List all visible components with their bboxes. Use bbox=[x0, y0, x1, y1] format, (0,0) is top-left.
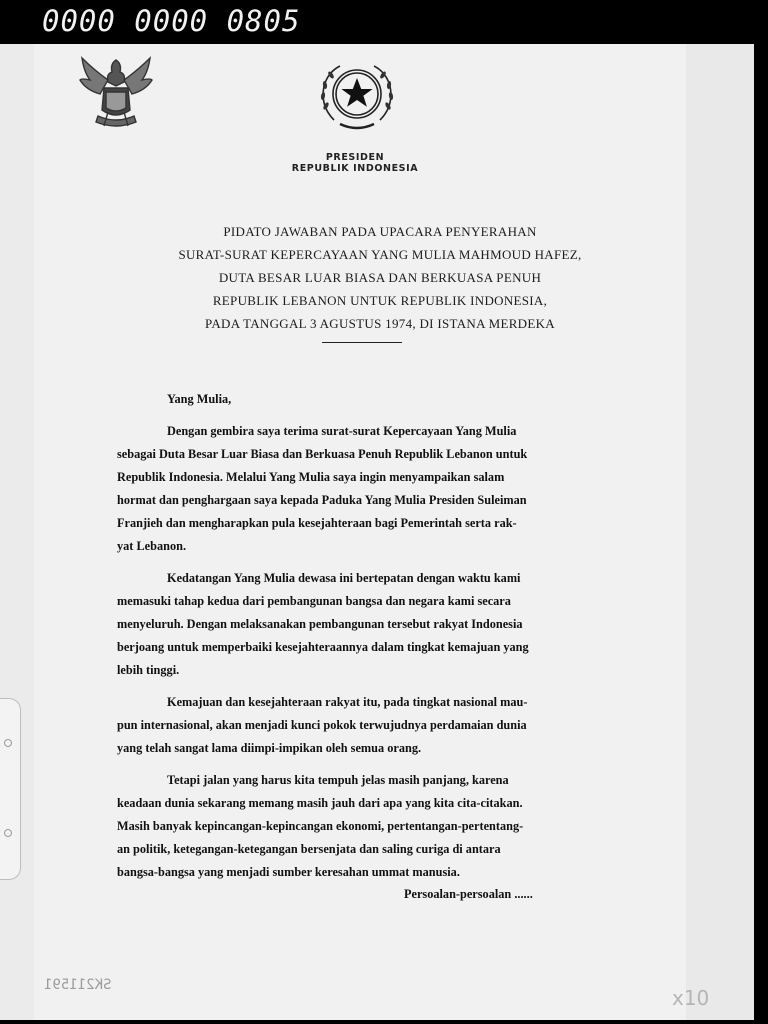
paragraph-line: an politik, ketegangan-ketegangan bersenjata dan saling curiga di antara bbox=[117, 842, 501, 856]
paragraph-1 bbox=[117, 420, 617, 558]
title-line: PADA TANGGAL 3 AGUSTUS 1974, DI ISTANA MERDEKA bbox=[205, 316, 555, 331]
title-divider bbox=[322, 342, 402, 343]
salutation: Yang Mulia, bbox=[167, 392, 232, 406]
paragraph-line: Masih banyak kepincangan-kepincangan ekonomi, pertentangan-pertentang- bbox=[117, 819, 524, 833]
paragraph-line: Republik Indonesia. Melalui Yang Mulia saya ingin menyampaikan salam bbox=[117, 470, 505, 484]
paragraph-line: hormat dan penghargaan saya kepada Paduka Yang Mulia Presiden Suleiman bbox=[117, 493, 527, 507]
paragraph-line: lebih tinggi. bbox=[117, 663, 180, 677]
paragraph-line: Kemajuan dan kesejahteraan rakyat itu, pada tingkat nasional mau- bbox=[167, 695, 528, 709]
continuation-catchword: Persoalan-persoalan ...... bbox=[404, 887, 533, 901]
corner-mark: x10 bbox=[672, 986, 710, 1010]
title-line: PIDATO JAWABAN PADA UPACARA PENYERAHAN bbox=[223, 224, 537, 239]
paragraph-line: bangsa-bangsa yang menjadi sumber keresahan ummat manusia. bbox=[117, 865, 460, 879]
paragraph-line: Kedatangan Yang Mulia dewasa ini bertepatan dengan waktu kami bbox=[167, 571, 521, 585]
paragraph-line: Dengan gembira saya terima surat-surat Kepercayaan Yang Mulia bbox=[167, 424, 517, 438]
letterhead bbox=[250, 152, 460, 174]
paragraph-line: yang telah sangat lama diimpi-impikan oleh semua orang. bbox=[117, 741, 422, 755]
punch-hole bbox=[4, 829, 12, 837]
garuda-pancasila-icon bbox=[76, 50, 156, 134]
paragraph-3 bbox=[117, 691, 617, 760]
letterhead-line-1: PRESIDEN bbox=[325, 152, 385, 163]
title-line: REPUBLIK LEBANON UNTUK REPUBLIK INDONESIA, bbox=[212, 293, 548, 308]
title-line: SURAT-SURAT KEPERCAYAAN YANG MULIA MAHMOUD HAFEZ, bbox=[178, 247, 582, 262]
paragraph-line: berjoang untuk memperbaiki kesejahteraannya dalam tingkat kemajuan yang bbox=[117, 640, 529, 654]
paragraph-line: memasuki tahap kedua dari pembangunan bangsa dan negara kami secara bbox=[117, 594, 511, 608]
paragraph-line: Franjieh dan mengharapkan pula kesejahteraan bagi Pemerintah serta rak- bbox=[117, 516, 517, 530]
paragraph-line: pun internasional, akan menjadi kunci pokok terwujudnya perdamaian dunia bbox=[117, 718, 527, 732]
paragraph-4 bbox=[117, 769, 617, 884]
archive-stamp: SK211591 bbox=[44, 977, 112, 993]
paragraph-line: yat Lebanon. bbox=[117, 539, 187, 553]
paragraph-line: Tetapi jalan yang harus kita tempuh jelas masih panjang, karena bbox=[167, 773, 509, 787]
archive-document-number: 0000 0000 0805 bbox=[42, 4, 301, 38]
document-page bbox=[0, 44, 710, 1020]
paragraph-line: keadaan dunia sekarang memang masih jauh dari apa yang kita cita-citakan. bbox=[117, 796, 523, 810]
letterhead-line-2: REPUBLIK INDONESIA bbox=[291, 163, 419, 174]
punch-hole bbox=[4, 739, 12, 747]
binder-tab bbox=[0, 698, 21, 880]
speech-body bbox=[117, 388, 617, 884]
paragraph-line: sebagai Duta Besar Luar Biasa dan Berkuasa Penuh Republik Lebanon untuk bbox=[117, 447, 528, 461]
paragraph-2 bbox=[117, 567, 617, 682]
document-title bbox=[100, 220, 660, 335]
paragraph-line: menyeluruh. Dengan melaksanakan pembangunan tersebut rakyat Indonesia bbox=[117, 617, 523, 631]
title-line: DUTA BESAR LUAR BIASA DAN BERKUASA PENUH bbox=[218, 270, 542, 285]
presidential-seal-icon bbox=[314, 58, 400, 138]
